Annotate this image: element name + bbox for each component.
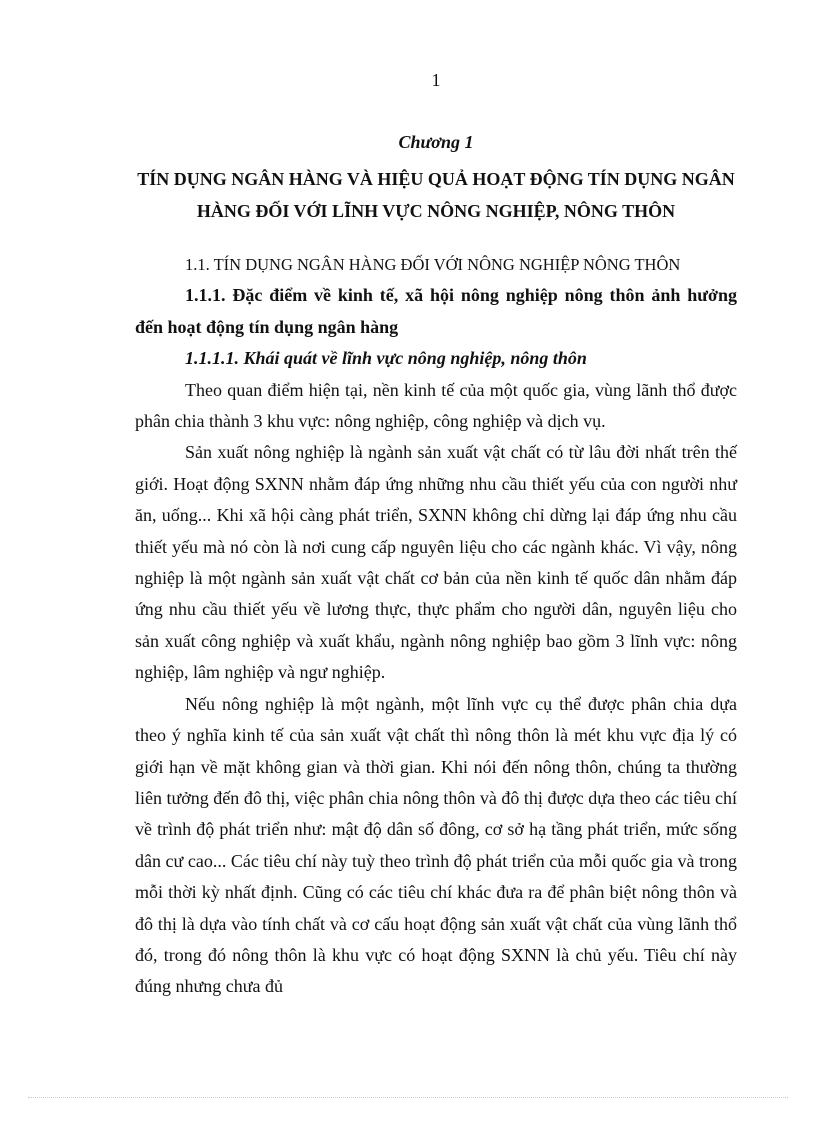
chapter-title: TÍN DỤNG NGÂN HÀNG VÀ HIỆU QUẢ HOẠT ĐỘNG TÍN DỤNG NGÂN HÀNG ĐỐI VỚI LĨNH VỰC NÔNG NGHIỆP, NÔNG THÔN [137,169,735,221]
section-heading: 1.1. TÍN DỤNG NGÂN HÀNG ĐỐI VỚI NÔNG NGHIỆP NÔNG THÔN [185,255,681,274]
page-number: 1 [431,70,441,90]
page-bottom-divider [28,1097,788,1098]
body-paragraph: Theo quan điểm hiện tại, nền kinh tế của một quốc gia, vùng lãnh thổ được phân chia thành 3 khu vực: nông nghiệp, công nghiệp và dịch vụ. [135,379,737,432]
chapter-label: Chương 1 [398,132,474,152]
subsection-heading: 1.1.1. Đặc điểm về kinh tế, xã hội nông nghiệp nông thôn ảnh hưởng đến hoạt động tín dụng ngân hàng [135,285,737,337]
subsubsection-heading: 1.1.1.1. Khái quát về lĩnh vực nông nghiệp, nông thôn [185,348,587,369]
body-paragraph: Sản xuất nông nghiệp là ngành sản xuất vật chất có từ lâu đời nhất trên thế giới. Hoạt động SXNN nhằm đáp ứng những nhu cầu thiết yếu của con người như ăn, uống... Khi xã hội càng phát triển, SXNN không chỉ dừng lại đáp ứng nhu cầu thiết yếu mà nó còn là nơi cung cấp nguyên liệu cho các ngành khác. Vì vậy, nông nghiệp là một ngành sản xuất vật chất cơ bản của nền kinh tế quốc dân nhằm đáp ứng nhu cầu thiết yếu về lương thực, thực phẩm cho người dân, nguyên liệu cho sản xuất công nghiệp và xuất khẩu, ngành nông nghiệp bao gồm 3 lĩnh vực: nông nghiệp, lâm nghiệp và ngư nghiệp. [135,442,737,683]
body-content [135,249,737,1003]
body-paragraph: Nếu nông nghiệp là một ngành, một lĩnh vực cụ thể được phân chia dựa theo ý nghĩa kinh tế của sản xuất vật chất thì nông thôn là mét khu vực địa lý có giới hạn về mặt không gian và thời gian. Khi nói đến nông thôn, chúng ta thường liên tưởng đến đô thị, việc phân chia nông thôn và đô thị được dựa theo các tiêu chí về trình độ phát triển như: mật độ dân số đông, cơ sở hạ tầng phát triển, mức sống dân cư cao... Các tiêu chí này tuỳ theo trình độ phát triển của mỗi quốc gia và trong mỗi thời kỳ nhất định. Cũng có các tiêu chí khác đưa ra để phân biệt nông thôn và đô thị là dựa vào tính chất và cơ cấu hoạt động sản xuất vật chất của vùng lãnh thổ đó, trong đó nông thôn là khu vực có hoạt động SXNN là chủ yếu. Tiêu chí này đúng nhưng chưa đủ [135,693,737,997]
